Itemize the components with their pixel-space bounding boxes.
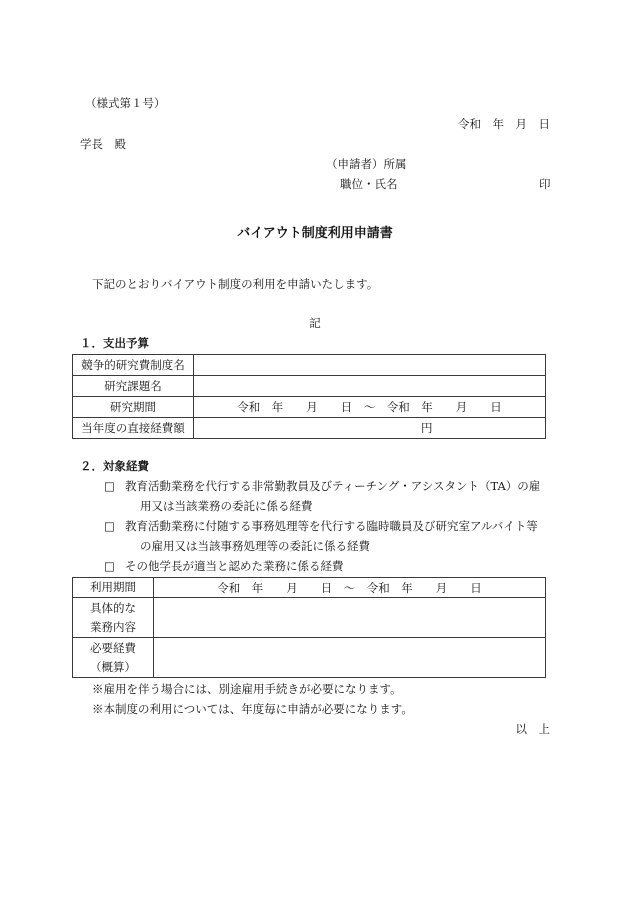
estimated-cost-label-line-1: 必要経費 bbox=[90, 640, 136, 655]
expense-item-2-checkbox[interactable]: □ bbox=[104, 519, 115, 533]
budget-table bbox=[72, 354, 546, 439]
expense-table bbox=[72, 577, 546, 678]
table-row bbox=[73, 638, 546, 678]
table-row bbox=[73, 397, 546, 418]
research-topic-label: 研究課題名 bbox=[73, 376, 194, 397]
section2-heading: ２．対象経費 bbox=[80, 459, 149, 473]
expense-item-1-continuation: 用又は当該業務の委託に係る経費 bbox=[140, 499, 313, 513]
closing-mark: 以 上 bbox=[515, 722, 550, 736]
research-topic-field[interactable] bbox=[194, 376, 546, 397]
funding-program-label: 競争的研究費制度名 bbox=[73, 355, 194, 376]
expense-item-1-checkbox[interactable]: □ bbox=[104, 479, 115, 493]
addressee: 学長 殿 bbox=[80, 137, 126, 151]
funding-program-field[interactable] bbox=[194, 355, 546, 376]
work-details-label-line-2: 業務内容 bbox=[90, 619, 136, 634]
seal-mark: 印 bbox=[539, 177, 551, 191]
research-period-label: 研究期間 bbox=[73, 397, 194, 418]
note-employment: ※雇用を伴う場合には、別途雇用手続きが必要になります。 bbox=[92, 682, 402, 696]
document-title: バイアウト制度利用申請書 bbox=[237, 226, 393, 241]
usage-period-field[interactable]: 令和 年 月 日 ～ 令和 年 月 日 bbox=[154, 578, 546, 598]
estimated-cost-label-line-2: （概算） bbox=[90, 659, 136, 674]
table-row bbox=[73, 418, 546, 439]
intro-text: 下記のとおりバイアウト制度の利用を申請いたします。 bbox=[92, 277, 379, 291]
work-details-label bbox=[73, 598, 154, 638]
table-row bbox=[73, 376, 546, 397]
applicant-position-name-label: 職位・氏名 bbox=[340, 177, 398, 191]
estimated-cost-label bbox=[73, 638, 154, 678]
note-annual-application: ※本制度の利用については、年度毎に申請が必要になります。 bbox=[92, 702, 413, 716]
table-row bbox=[73, 578, 546, 598]
expense-item-2 bbox=[104, 518, 538, 534]
direct-cost-field[interactable]: 円 bbox=[194, 418, 546, 439]
usage-period-label: 利用期間 bbox=[73, 578, 154, 598]
expense-item-3 bbox=[104, 558, 344, 574]
expense-item-2-text: 教育活動業務に付随する事務処理等を代行する臨時職員及び研究室アルバイト等 bbox=[125, 519, 538, 533]
ki-heading: 記 bbox=[309, 316, 321, 330]
applicant-affiliation-label: （申請者）所属 bbox=[326, 157, 407, 171]
expense-item-1-text: 教育活動業務を代行する非常勤教員及びティーチング・アシスタント（TA）の雇 bbox=[125, 479, 541, 493]
work-details-field[interactable] bbox=[154, 598, 546, 638]
direct-cost-label: 当年度の直接経費額 bbox=[73, 418, 194, 439]
form-number: （様式第１号） bbox=[85, 96, 166, 110]
date-line: 令和 年 月 日 bbox=[458, 117, 550, 131]
section1-heading: １．支出予算 bbox=[80, 336, 149, 350]
work-details-label-line-1: 具体的な bbox=[90, 600, 136, 615]
expense-item-2-continuation: の雇用又は当該事務処理等の委託に係る経費 bbox=[140, 539, 370, 553]
expense-item-3-text: その他学長が適当と認めた業務に係る経費 bbox=[125, 559, 344, 573]
table-row bbox=[73, 355, 546, 376]
expense-item-3-checkbox[interactable]: □ bbox=[104, 559, 115, 573]
expense-item-1 bbox=[104, 478, 540, 494]
table-row bbox=[73, 598, 546, 638]
estimated-cost-field[interactable] bbox=[154, 638, 546, 678]
research-period-field[interactable]: 令和 年 月 日 ～ 令和 年 月 日 bbox=[194, 397, 546, 418]
